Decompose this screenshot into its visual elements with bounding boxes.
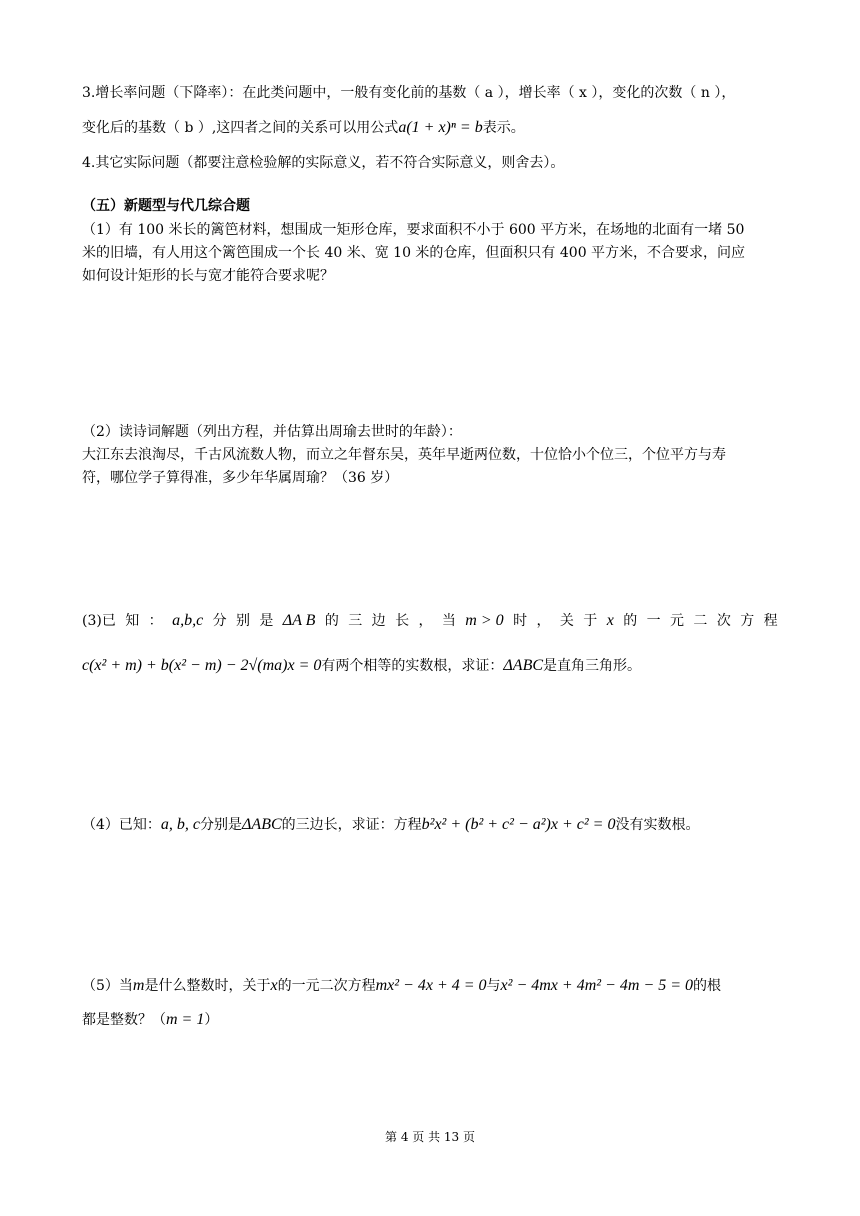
- problem-5-text: 都是整数？（: [82, 1012, 166, 1028]
- problem-3-triangle: ΔA B: [282, 612, 316, 629]
- problem-4-triangle: ΔABC: [242, 816, 282, 833]
- problem-3-token: ，: [536, 613, 551, 629]
- problem-3-equation: c(x² + m) + b(x² − m) − 2√(ma)x = 0: [82, 657, 322, 674]
- growth-rate-text: 变化后的基数（ b ）,这四者之间的关系可以用公式: [82, 120, 399, 136]
- problem-5-line-2: [82, 1010, 218, 1030]
- problem-5-text: 的一元二次方程: [277, 978, 376, 994]
- problem-3-line-2: [82, 656, 641, 676]
- problem-5-var-m: m: [132, 977, 145, 994]
- problem-3-token: 二: [693, 613, 708, 629]
- problem-3-token: 当: [441, 613, 456, 629]
- problem-5-answer: m = 1: [166, 1011, 205, 1028]
- problem-5-equation-2: x² − 4mx + 4m² − 4m − 5 = 0: [500, 977, 693, 994]
- problem-3-token: 方: [740, 613, 755, 629]
- problem-3-vars: a,b,c: [172, 612, 204, 629]
- problem-1-line-3: 如何设计矩形的长与宽才能符合要求呢？: [82, 268, 334, 284]
- problem-3-text: 有两个相等的实数根，求证：: [321, 658, 504, 674]
- problem-2-line-2: 大江东去浪淘尽，千古风流数人物，而立之年督东吴，英年早逝两位数，十位恰小个位三，个位平方与寿: [82, 447, 726, 463]
- problem-3-token: (3)已: [82, 613, 116, 629]
- problem-4-vars: a, b, c: [160, 816, 201, 833]
- problem-5-text-end: ）: [204, 1012, 219, 1028]
- problem-3-token: 长: [395, 613, 410, 629]
- problem-4-text: 的三边长，求证：方程: [281, 817, 422, 833]
- section-five-heading: （五）新题型与代几综合题: [82, 198, 250, 214]
- problem-5-text: 的根: [693, 978, 721, 994]
- problem-3-line-1: [82, 611, 778, 631]
- problem-3-token: 三: [348, 613, 363, 629]
- problem-3-token: ：: [148, 613, 163, 629]
- problem-2-line-3: 符，哪位学子算得准，多少年华属周瑜？（36 岁）: [82, 470, 399, 486]
- other-problems-line: 4.其它实际问题（都要注意检验解的实际意义，若不符合实际意义，则舍去）。: [82, 155, 565, 171]
- growth-rate-line-1: 3.增长率问题（下降率）：在此类问题中，一般有变化前的基数（ a ），增长率（ x ），变化的次数（ n ），: [82, 85, 736, 101]
- problem-3-token: 别: [235, 613, 250, 629]
- problem-3-condition: m > 0: [465, 612, 504, 629]
- problem-1-line-1: （1）有 100 米长的篱笆材料，想围成一矩形仓库，要求面积不小于 600 平方米，在场地的北面有一堵 50: [82, 222, 745, 238]
- problem-3-token: 于: [583, 613, 598, 629]
- problem-3-token: 的: [324, 613, 339, 629]
- problem-3-token: 一: [646, 613, 661, 629]
- problem-3-token: 关: [559, 613, 574, 629]
- problem-3-text-end: 是直角三角形。: [543, 658, 642, 674]
- problem-3-token: 程: [763, 613, 778, 629]
- problem-3-triangle-abc: ΔABC: [503, 657, 544, 674]
- problem-3-token: 边: [371, 613, 386, 629]
- problem-3-token: 分: [212, 613, 227, 629]
- growth-rate-text-end: 表示。: [482, 120, 525, 136]
- growth-rate-line-2: [82, 118, 525, 138]
- problem-5-text: 与: [486, 978, 501, 994]
- growth-rate-formula: a(1 + x)ⁿ = b: [398, 119, 483, 136]
- problem-4-text: （4）已知：: [82, 817, 161, 833]
- problem-3-token: 元: [670, 613, 685, 629]
- problem-3-token: 的: [623, 613, 638, 629]
- problem-4-equation: b²x² + (b² + c² − a²)x + c² = 0: [421, 816, 616, 833]
- problem-3-token: 是: [259, 613, 274, 629]
- problem-3-token: 次: [716, 613, 731, 629]
- problem-1-line-2: 米的旧墙，有人用这个篱笆围成一个长 40 米、宽 10 米的仓库，但面积只有 400 平方米，不合要求，问应: [82, 245, 746, 261]
- problem-5-text: 是什么整数时，关于: [144, 978, 271, 994]
- problem-4-text: 分别是: [200, 817, 243, 833]
- problem-2-line-1: （2）读诗词解题（列出方程，并估算出周瑜去世时的年龄）：: [82, 424, 462, 440]
- problem-4-line: [82, 815, 699, 835]
- problem-4-text-end: 没有实数根。: [615, 817, 700, 833]
- problem-3-token: 时: [513, 613, 528, 629]
- problem-3-token: ，: [418, 613, 433, 629]
- problem-5-line-1: [82, 976, 721, 996]
- problem-5-var-x: x: [270, 977, 278, 994]
- page-footer: 第 4 页 共 13 页: [385, 1130, 475, 1144]
- problem-5-text: （5）当: [82, 978, 133, 994]
- problem-3-token: 知: [125, 613, 140, 629]
- problem-5-equation-1: mx² − 4x + 4 = 0: [375, 977, 487, 994]
- problem-3-var-x: x: [606, 612, 614, 629]
